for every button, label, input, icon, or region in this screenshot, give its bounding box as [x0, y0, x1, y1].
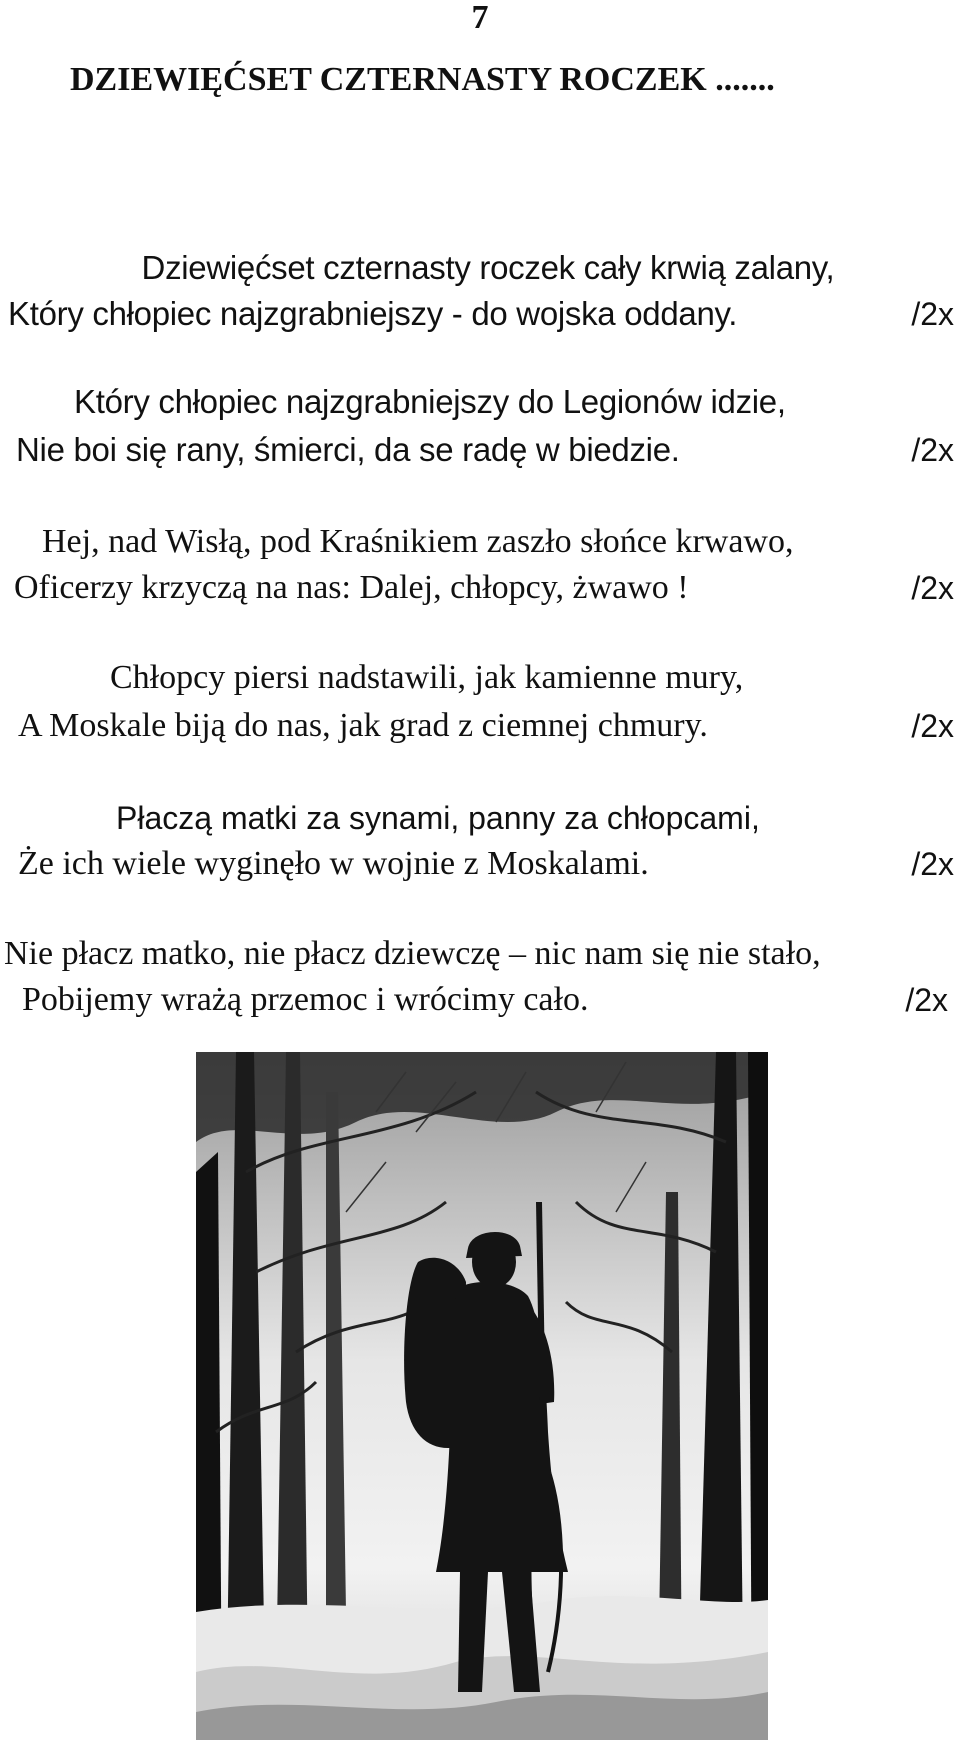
verse-3-line-2: Oficerzy krzyczą na nas: Dalej, chłopcy, żwawo !: [14, 569, 689, 606]
verse-1-repeat: /2x: [911, 296, 954, 332]
verse-2-repeat: /2x: [911, 432, 954, 468]
verse-2-line-1: Który chłopiec najzgrabniejszy do Legionów idzie,: [74, 383, 786, 420]
verse-3-repeat: /2x: [911, 570, 954, 606]
verse-2-line-2: Nie boi się rany, śmierci, da se radę w biedzie.: [16, 431, 680, 468]
verse-3-line-1: Hej, nad Wisłą, pod Kraśnikiem zaszło słońce krwawo,: [42, 523, 794, 560]
verse-1-line-2: Który chłopiec najzgrabniejszy - do wojska oddany.: [8, 295, 738, 332]
verse-4-line-2: A Moskale biją do nas, jak grad z ciemnej chmury.: [18, 707, 708, 744]
verse-5-repeat: /2x: [911, 846, 954, 882]
verse-6-repeat: /2x: [905, 982, 948, 1018]
page-number: 7: [471, 0, 489, 36]
verse-4-line-1: Chłopcy piersi nadstawili, jak kamienne mury,: [110, 659, 744, 696]
photograph: [196, 1052, 768, 1740]
verse-6-line-1: Nie płacz matko, nie płacz dziewczę – nic nam się nie stało,: [4, 935, 821, 972]
verse-5-line-1: Płaczą matki za synami, panny za chłopcami,: [116, 800, 760, 836]
verse-5-line-2: Że ich wiele wyginęło w wojnie z Moskalami.: [18, 845, 649, 882]
verse-1-line-1: Dziewięćset czternasty roczek cały krwią zalany,: [141, 249, 835, 286]
verse-6-line-2: Pobijemy wrażą przemoc i wrócimy cało.: [22, 981, 589, 1018]
song-title: DZIEWIĘĆSET CZTERNASTY ROCZEK .......: [70, 61, 775, 98]
verse-4-repeat: /2x: [911, 708, 954, 744]
soldier-silhouette-photo: [196, 1052, 768, 1740]
